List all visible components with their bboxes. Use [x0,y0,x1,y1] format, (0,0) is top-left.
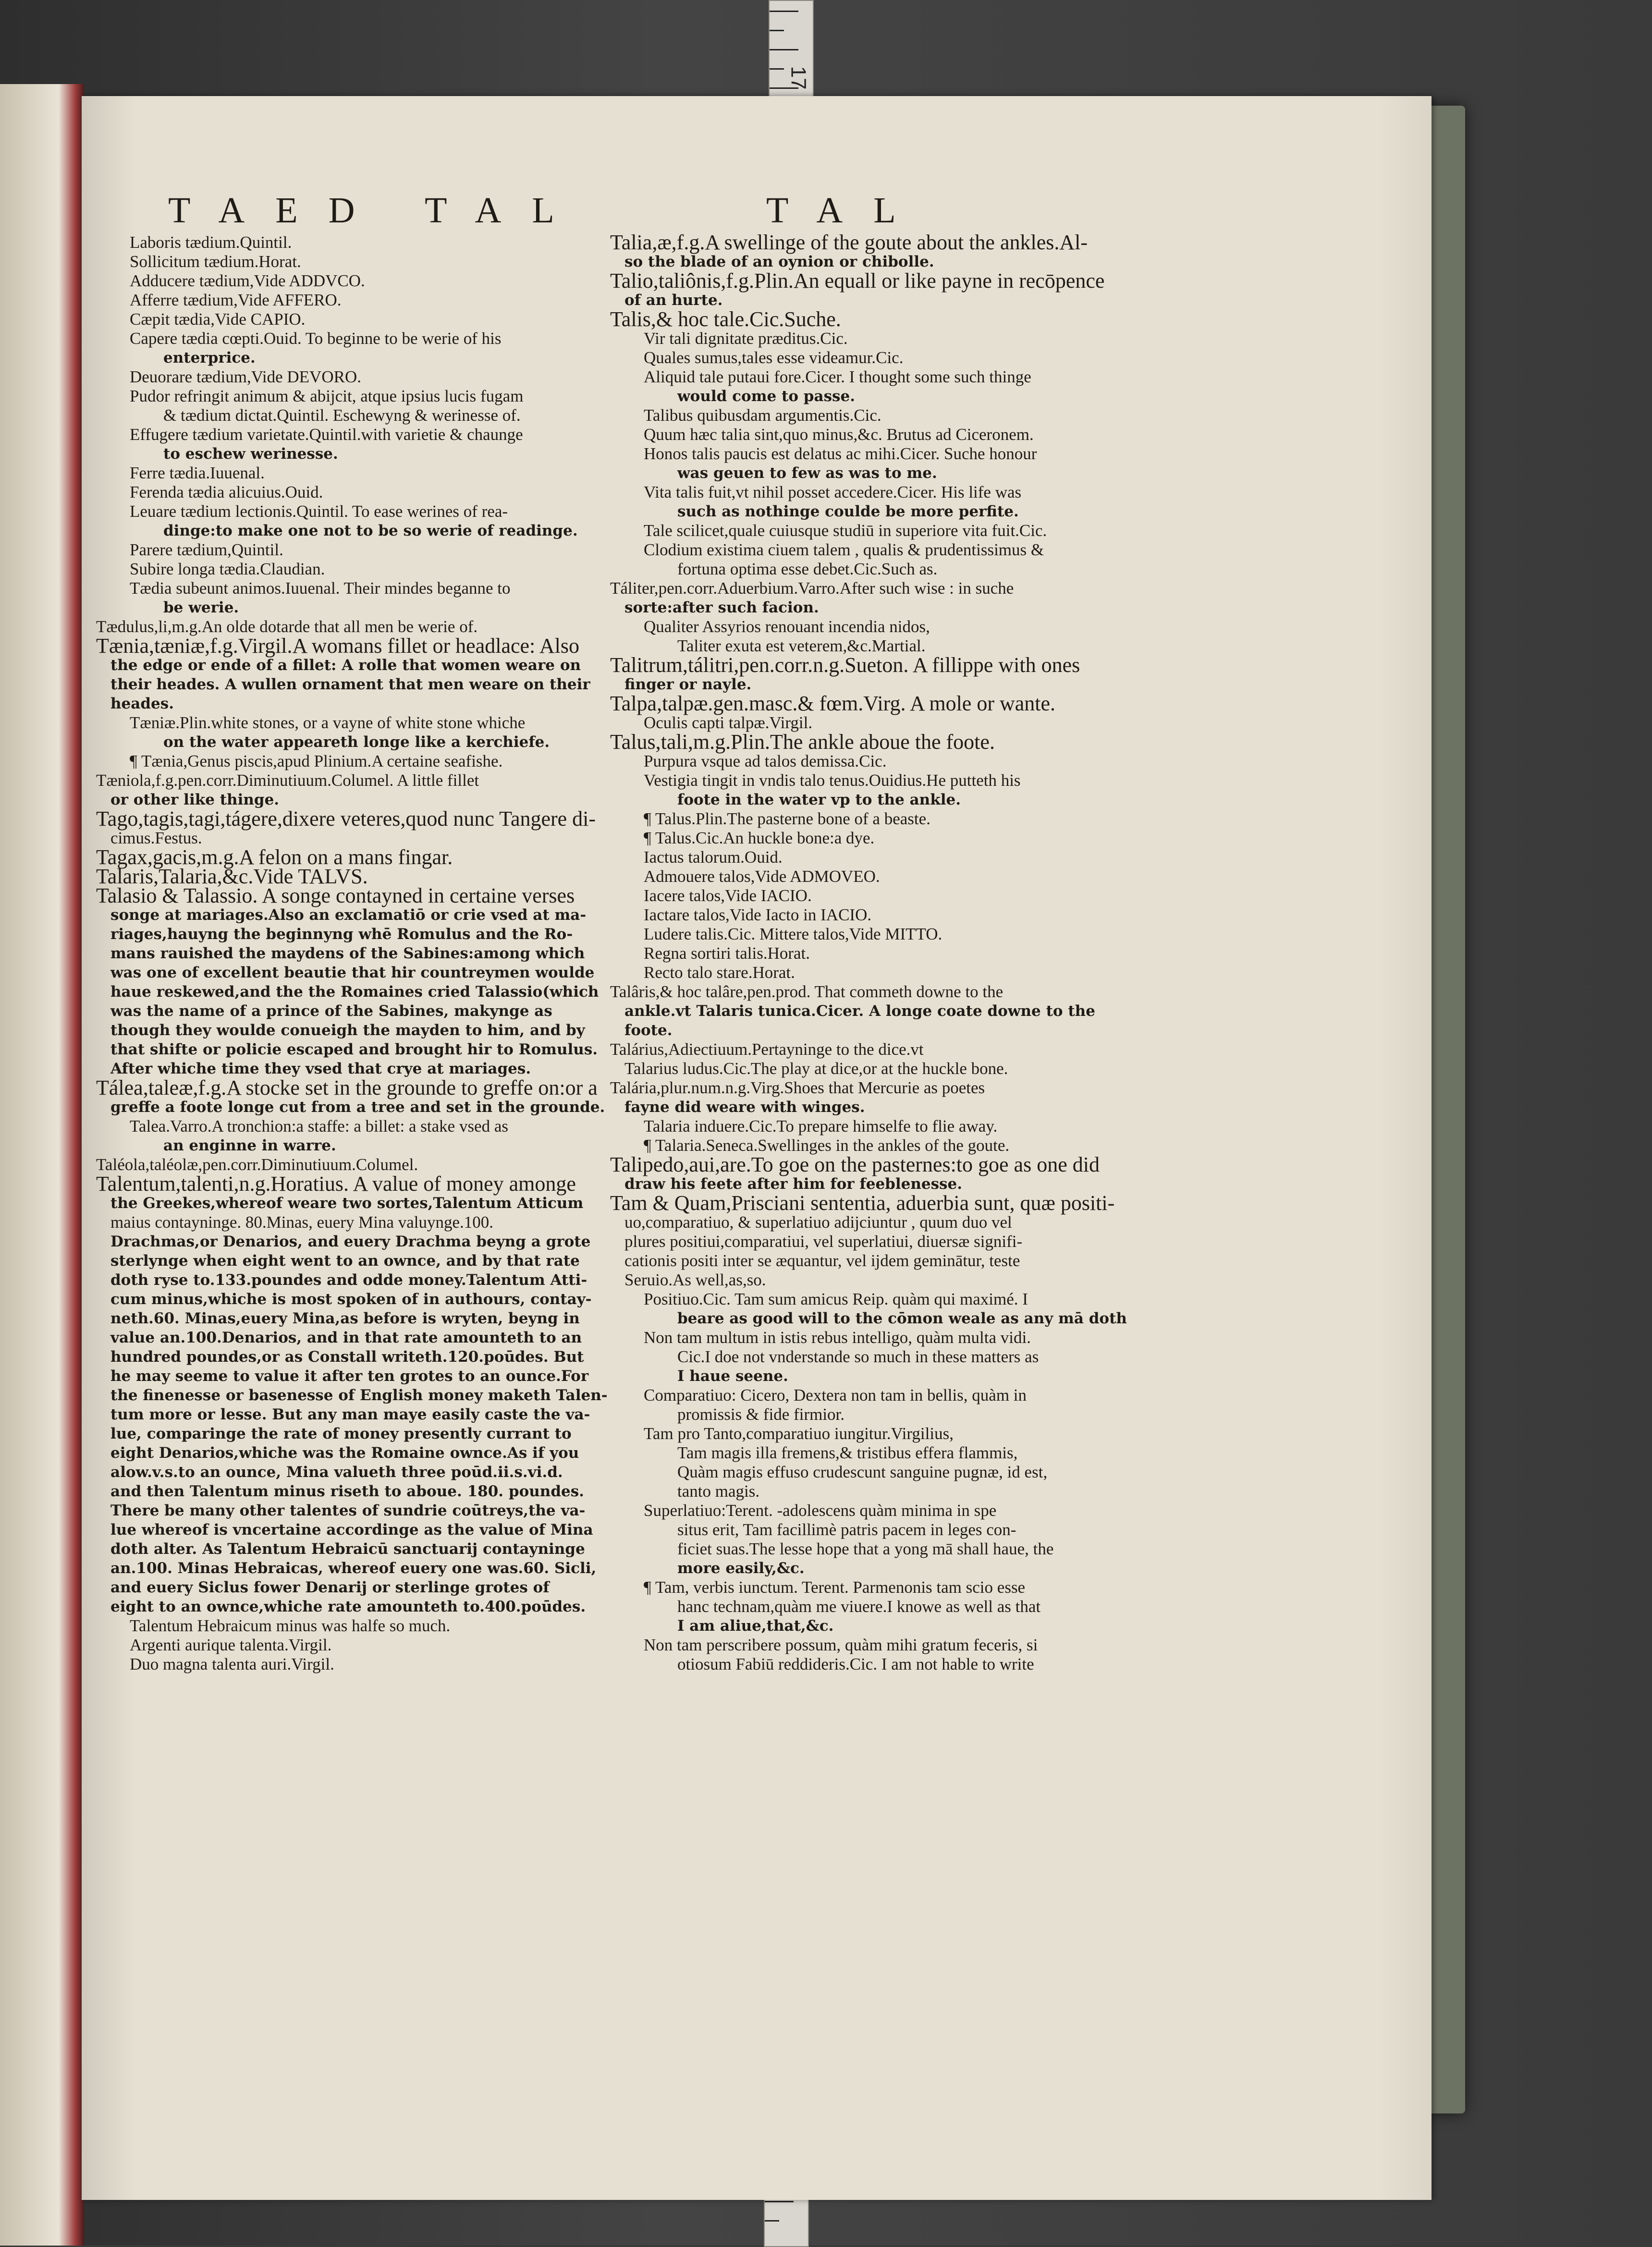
entry-line: uo,comparatiuo, & superlatiuo adijciuntur , quum duo vel [624,1213,1012,1232]
entry-line: otiosum Fabiū reddideris.Cic. I am not hable to write [677,1655,1034,1673]
entry-line: plures positiui,comparatiui, vel superlatiui, diuersæ signifi- [624,1232,1023,1251]
entry-line: was geuen to few as was to me. [677,464,937,482]
entry-line: Cic.I doe not vnderstande so much in these matters as [677,1347,1039,1366]
entry-line: on the water appeareth longe like a kerchiefe. [163,733,550,751]
entry-line: of an hurte. [624,292,723,309]
entry-line: the finenesse or basenesse of English money maketh Talen- [110,1387,608,1404]
running-head-left: TAED TAL [168,190,585,231]
entry-line: situs erit, Tam facillimè patris pacem in leges con- [677,1520,1016,1539]
entry-line: Vir tali dignitate præditus.Cic. [644,329,848,348]
entry-line: and euery Siclus fower Denarij or sterlinge grotes of [110,1579,550,1596]
entry-line: greffe a foote longe cut from a tree and set in the grounde. [110,1099,605,1116]
entry-line: cum minus,whiche is most spoken of in authours, contay- [110,1291,592,1308]
entry-line: doth alter. As Talentum Hebraicū sanctuarij contayninge [110,1540,585,1558]
entry-line: Talentum,talenti,n.g.Horatius. A value of money amonge [96,1172,576,1196]
entry-line: would come to passe. [677,388,855,405]
entry-line: Tale scilicet,quale cuiusque studiū in superiore vita fuit.Cic. [644,521,1047,540]
entry-line: Quum hæc talia sint,quo minus,&c. Brutus ad Ciceronem. [644,425,1034,444]
entry-line: foote in the water vp to the ankle. [677,791,961,808]
entry-line: I am aliue,that,&c. [677,1617,834,1635]
entry-line: was one of excellent beautie that hir countreymen woulde [110,964,595,981]
entry-line: Talea.Varro.A tronchion:a staffe: a billet: a stake vsed as [130,1117,509,1136]
entry-line: Purpura vsque ad talos demissa.Cic. [644,752,887,770]
entry-line: Iacere talos,Vide IACIO. [644,886,812,905]
entry-line: Laboris tædium.Quintil. [130,233,292,252]
entry-line: Tam pro Tanto,comparatiuo iungitur.Virgilius, [644,1424,954,1443]
right-column [610,233,1273,1674]
entry-line: was the name of a prince of the Sabines, makynge as [110,1002,552,1020]
entry-line: more easily,&c. [677,1560,805,1577]
entry-line: Deuorare tædium,Vide DEVORO. [130,367,361,386]
entry-line: Talarius ludus.Cic.The play at dice,or at the huckle bone. [624,1059,1008,1078]
entry-line: Adducere tædium,Vide ADDVCO. [130,271,365,290]
entry-line: Positiuo.Cic. Tam sum amicus Reip. quàm qui maximé. I [644,1290,1028,1308]
entry-line: Aliquid tale putaui fore.Cicer. I thought some such thinge [644,367,1031,386]
entry-line: Parere tædium,Quintil. [130,540,283,559]
entry-line: Talárius,Adiectiuum.Pertayninge to the dice.vt [610,1040,924,1059]
entry-line: Táliter,pen.corr.Aduerbium.Varro.After such wise : in suche [610,579,1014,598]
entry-line: Argenti aurique talenta.Virgil. [130,1636,332,1654]
entry-line: so the blade of an oynion or chibolle. [624,253,934,270]
entry-line: ¶ Tænia,Genus piscis,apud Plinium.A certaine seafishe. [130,752,503,770]
entry-line: Tæniola,f.g.pen.corr.Diminutiuum.Columel. A little fillet [96,771,479,790]
entry-line: Non tam multum in istis rebus intelligo, quàm multa vidi. [644,1328,1031,1347]
entry-line: Talus,tali,m.g.Plin.The ankle aboue the foote. [610,730,995,754]
entry-line: foote. [624,1022,673,1039]
entry-line: Seruio.As well,as,so. [624,1270,766,1289]
entry-line: mans rauished the maydens of the Sabines:among which [110,945,585,962]
entry-line: doth ryse to.133.poundes and odde money.Talentum Atti- [110,1271,587,1289]
entry-line: Tálea,taleæ,f.g.A stocke set in the grounde to greffe on:or a [96,1076,598,1099]
entry-line: promissis & fide firmior. [677,1405,845,1424]
entry-line: Tædia subeunt animos.Iuuenal. Their mindes beganne to [130,579,511,598]
entry-line: beare as good will to the cōmon weale as any mā doth [677,1310,1127,1327]
entry-line: Ferenda tædia alicuius.Ouid. [130,483,323,501]
entry-line: lue, comparinge the rate of money presently currant to [110,1425,572,1442]
entry-line: be werie. [163,599,239,616]
entry-line: their heades. A wullen ornament that men weare on their [110,676,590,693]
entry-line: ficiet suas.The lesse hope that a yong mā shall haue, the [677,1539,1054,1558]
entry-line: Talaris,Talaria,&c.Vide TALVS. [96,865,368,888]
entry-line: Subire longa tædia.Claudian. [130,560,325,578]
entry-line: Admouere talos,Vide ADMOVEO. [644,867,880,886]
top-ruler [769,0,814,112]
entry-line: Ferre tædia.Iuuenal. [130,464,265,482]
entry-line: Tagax,gacis,m.g.A felon on a mans fingar. [96,845,453,869]
entry-line: Cæpit tædia,Vide CAPIO. [130,310,306,329]
entry-line: Vita talis fuit,vt nihil posset accedere.Cicer. His life was [644,483,1022,501]
entry-line: enterprice. [163,349,256,366]
entry-line: lue whereof is vncertaine accordinge as the value of Mina [110,1521,593,1539]
entry-line: There be many other talentes of sundrie coūtreys,the va- [110,1502,586,1519]
entry-line: an.100. Minas Hebraicas, whereof euery one was.60. Sicli, [110,1560,597,1577]
entry-line: Regna sortiri talis.Horat. [644,944,810,963]
entry-line: & tædium dictat.Quintil. Eschewyng & werinesse of. [163,406,521,425]
entry-line: Pudor refringit animum & abijcit, atque ipsius lucis fugam [130,387,524,405]
entry-line: Tam magis illa fremens,& tristibus effera flammis, [677,1443,1018,1462]
entry-line: neth.60. Minas,euery Mina,as before is wryten, beyng in [110,1310,580,1327]
entry-line: eight Denarios,whiche was the Romaine ownce.As if you [110,1444,579,1462]
entry-line: cimus.Festus. [110,829,202,847]
entry-line: Quales sumus,tales esse videamur.Cic. [644,348,904,367]
running-head-right: TAL [766,190,927,231]
entry-line: sorte:after such facion. [624,599,819,616]
entry-line: the Greekes,whereof weare two sortes,Talentum Atticum [110,1195,584,1212]
entry-line: Duo magna talenta auri.Virgil. [130,1655,334,1673]
entry-line: Leuare tædium lectionis.Quintil. To ease werines of rea- [130,502,508,521]
entry-line: Drachmas,or Denarios, and euery Drachma beyng a grote [110,1233,591,1250]
entry-line: Superlatiuo:Terent. -adolescens quàm minima in spe [644,1501,997,1520]
left-column [96,233,610,1674]
entry-line: Effugere tædium varietate.Quintil.with varietie & chaunge [130,425,523,444]
entry-line: alow.v.s.to an ounce, Mina valueth three poūd.ii.s.vi.d. [110,1464,563,1481]
entry-line: that shifte or policie escaped and brought hir to Romulus. [110,1041,598,1058]
entry-line: fayne did weare with winges. [624,1099,865,1116]
entry-line: Talaria induere.Cic.To prepare himselfe to flie away. [644,1117,998,1136]
entry-line: draw his feete after him for feeblenesse. [624,1175,963,1193]
entry-line: Taliter exuta est veterem,&c.Martial. [677,636,926,655]
entry-line: value an.100.Denarios, and in that rate amounteth to an [110,1329,582,1346]
entry-line: riages,hauyng the beginnyng whē Romulus and the Ro- [110,926,573,943]
entry-line: Afferre tædium,Vide AFFERO. [130,291,342,309]
entry-line: Iactus talorum.Ouid. [644,848,783,867]
entry-line: eight to an ownce,whiche rate amounteth to.400.poūdes. [110,1598,586,1615]
entry-line: Sollicitum tædium.Horat. [130,252,301,271]
entry-line: Honos talis paucis est delatus ac mihi.Cicer. Suche honour [644,444,1037,463]
entry-line: After whiche time they vsed that crye at mariages. [110,1060,531,1077]
entry-line: tum more or lesse. But any man maye easily caste the va- [110,1406,590,1423]
entry-line: Vestigia tingit in vndis talo tenus.Ouidius.He putteth his [644,771,1021,790]
entry-line: Tænia,tæniæ,f.g.Virgil.A womans fillet or headlace: Also [96,634,579,658]
entry-line: finger or nayle. [624,676,752,693]
entry-line: Talária,plur.num.n.g.Virg.Shoes that Mercurie as poetes [610,1078,985,1097]
entry-line: Talio,taliônis,f.g.Plin.An equall or like payne in recōpence [610,269,1105,293]
entry-line: an enginne in warre. [163,1137,336,1154]
entry-line: I haue seene. [677,1368,788,1385]
entry-line: Talpa,talpæ.gen.masc.& fœm.Virg. A mole or wante. [610,692,1056,715]
entry-line: Clodium existima ciuem talem , qualis & prudentissimus & [644,540,1044,559]
entry-line: Talis,& hoc tale.Cic.Suche. [610,307,841,331]
entry-line: Talâris,& hoc talâre,pen.prod. That commeth downe to the [610,982,1003,1001]
entry-line: hanc technam,quàm me viuere.I knowe as well as that [677,1597,1041,1616]
entry-line: Iactare talos,Vide Iacto in IACIO. [644,905,872,924]
entry-line: Talitrum,tálitri,pen.corr.n.g.Sueton. A fillippe with ones [610,653,1080,677]
entry-line: Talibus quibusdam argumentis.Cic. [644,406,881,425]
entry-line: or other like thinge. [110,791,280,808]
entry-line: Talasio & Talassio. A songe contayned in certaine verses [96,884,575,907]
entry-line: fortuna optima esse debet.Cic.Such as. [677,560,938,578]
entry-line: Qualiter Assyrios renouant incendia nidos, [644,617,930,636]
entry-line: Oculis capti talpæ.Virgil. [644,713,813,732]
entry-line: Tæniæ.Plin.white stones, or a vayne of white stone whiche [130,713,526,732]
entry-line: ¶ Talaria.Seneca.Swellinges in the ankles of the goute. [644,1136,1010,1155]
entry-line: dinge:to make one not to be so werie of readinge. [163,522,578,539]
entry-line: songe at mariages.Also an exclamatiō or crie vsed at ma- [110,906,587,924]
entry-line: Talentum Hebraicum minus was halfe so much. [130,1616,451,1635]
entry-line: maius contayninge. 80.Minas, euery Mina valuynge.100. [110,1213,494,1232]
entry-line: and then Talentum minus riseth to aboue. 180. poundes. [110,1483,584,1500]
entry-line: Talipedo,aui,are.To goe on the pasternes:to goe as one did [610,1153,1100,1176]
entry-line: Tædulus,li,m.g.An olde dotarde that all men be werie of. [96,617,478,636]
entry-line: the edge or ende of a fillet: A rolle that women weare on [110,657,581,674]
entry-line: Tam & Quam,Prisciani sententia, aduerbia sunt, quæ positi- [610,1191,1115,1215]
entry-line: though they woulde conueigh the mayden to him, and by [110,1022,585,1039]
entry-line: Talia,æ,f.g.A swellinge of the goute about the ankles.Al- [610,231,1088,254]
entry-line: tanto magis. [677,1482,760,1501]
entry-line: ¶ Tam, verbis iunctum. Terent. Parmenonis tam scio esse [644,1578,1026,1597]
entry-line: ¶ Talus.Plin.The pasterne bone of a beaste. [644,809,930,828]
entry-line: Non tam perscribere possum, quàm mihi gratum feceris, si [644,1636,1038,1654]
entry-line: to eschew werinesse. [163,445,338,463]
entry-line: Ludere talis.Cic. Mittere talos,Vide MITTO. [644,925,942,943]
entry-line: haue reskewed,and the the Romaines cried Talassio(which [110,983,599,1001]
entry-line: he may seeme to value it after ten grotes to an ounce.For [110,1368,589,1385]
ruler-number: 17 [786,66,810,90]
entry-line: hundred poundes,or as Constall writeth.120.poūdes. But [110,1348,584,1366]
entry-line: cationis positi inter se æquantur, vel ijdem geminātur, teste [624,1251,1020,1270]
entry-line: Tago,tagis,tagi,tágere,dixere veteres,quod nunc Tangere di- [96,807,596,830]
entry-line: Taléola,taléolæ,pen.corr.Diminutiuum.Columel. [96,1155,418,1174]
entry-line: such as nothinge coulde be more perfite. [677,503,1019,520]
entry-line: ¶ Talus.Cic.An huckle bone:a dye. [644,829,875,847]
entry-line: ankle.vt Talaris tunica.Cicer. A longe coate downe to the [624,1002,1095,1020]
entry-line: heades. [110,695,174,712]
entry-line: sterlynge when eight went to an ownce, and by that rate [110,1252,580,1270]
entry-line: Comparatiuo: Cicero, Dextera non tam in bellis, quàm in [644,1386,1027,1404]
entry-line: Quàm magis effuso crudescunt sanguine pugnæ, id est, [677,1463,1048,1481]
facing-page-edge [0,84,84,2246]
entry-line: Capere tædia cœpti.Ouid. To beginne to be werie of his [130,329,502,348]
entry-line: Recto talo stare.Horat. [644,963,795,982]
